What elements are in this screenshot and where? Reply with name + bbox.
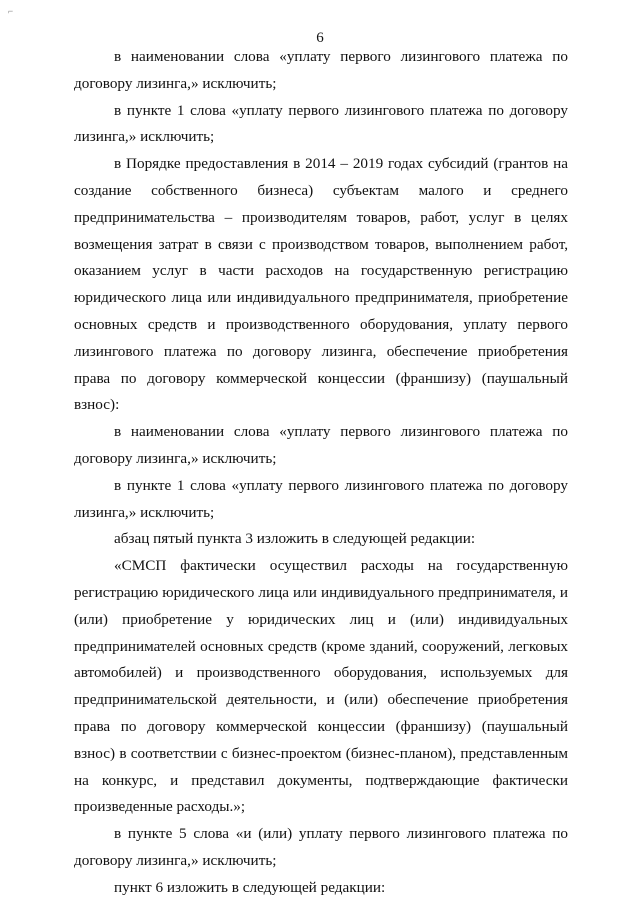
paragraph-9: пункт 6 изложить в следующей редакции:	[114, 878, 386, 896]
page-number: 6	[316, 30, 324, 46]
paragraph-8: в пункте 5 слова «и (или) уплату первого лизингового платежа по договору лизинга,» исключить;	[74, 825, 568, 869]
paragraph-6: абзац пятый пункта 3 изложить в следующей редакции:	[114, 530, 476, 548]
paragraph-1: в наименовании слова «уплату первого лизингового платежа по договору лизинга,» исключить;	[74, 48, 568, 92]
paragraph-2: в пункте 1 слова «уплату первого лизингового платежа по договору лизинга,» исключить;	[74, 101, 568, 146]
paragraph-4: в наименовании слова «уплату первого лизингового платежа по договору лизинга,» исключить;	[74, 423, 568, 467]
document-body	[74, 44, 568, 902]
scan-corner-mark: ⌐	[8, 6, 14, 16]
paragraph-7-quoted-text: «СМСП фактически осуществил расходы на государственную регистрацию юридического лица или индивидуального предпринимателя, и (или) приобретение у юридических лиц и (или) индивидуальных предпринимателей основных средств (кроме зданий, сооружений, легковых автомобилей) и производственного оборудования, используемых для предпринимательской деятельности, и (или) обеспечение приобретения права по договору коммерческой концессии (франшизу) (паушальный взнос) в соответствии с бизнес-проектом (бизнес-планом), представленным на конкурс, и представил документы, подтверждающие фактически произведенные расходы.»;	[74, 557, 568, 816]
paragraph-5: в пункте 1 слова «уплату первого лизингового платежа по договору лизинга,» исключить;	[74, 476, 568, 521]
paragraph-3: в Порядке предоставления в 2014 – 2019 годах субсидий (грантов на создание собственного бизнеса) субъектам малого и среднего предпринимательства – производителям товаров, работ, услуг в целях возмещения затрат в связи с производством товаров, выполнением работ, оказанием услуг в части расходов на государственную регистрацию юридического лица или индивидуального предпринимателя, приобретение основных средств и производственного оборудования, уплату первого лизингового платежа по договору лизинга, обеспечение приобретения права по договору коммерческой концессии (франшизу) (паушальный взнос):	[74, 155, 568, 414]
